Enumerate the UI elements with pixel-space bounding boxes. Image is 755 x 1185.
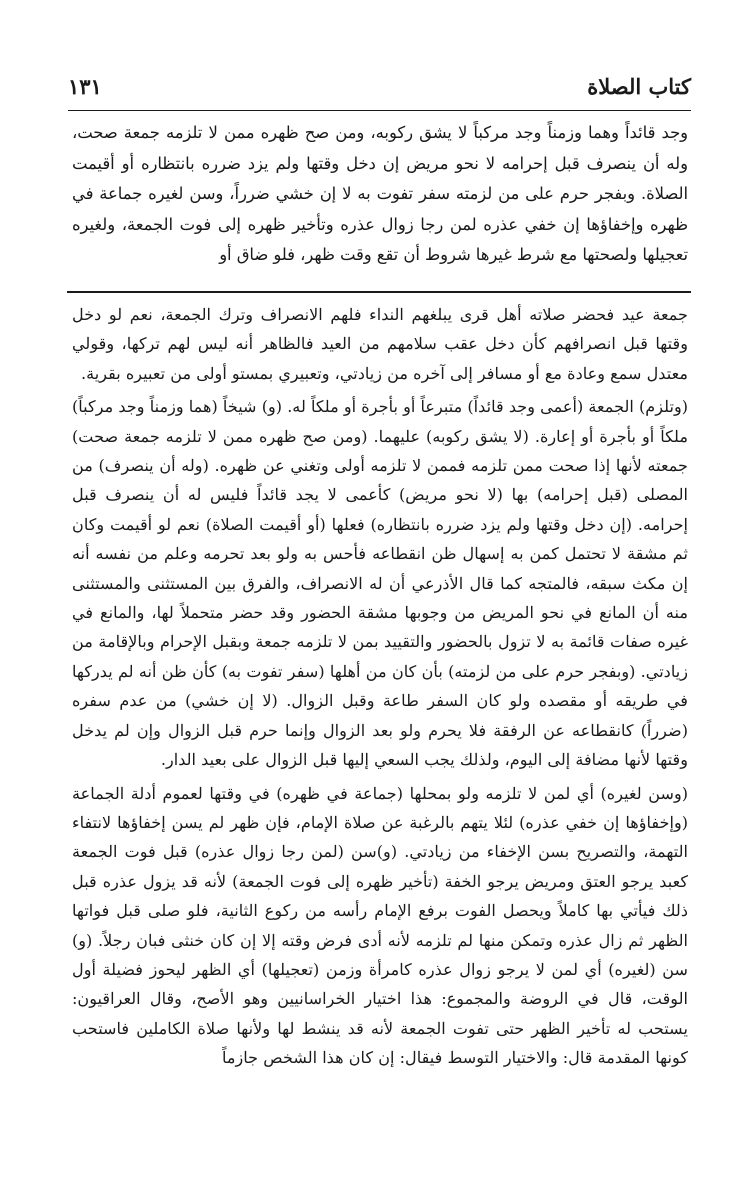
page-header: [68, 70, 691, 106]
text-divider: [67, 291, 691, 293]
commentary-paragraph-3: (وسن لغيره) أي لمن لا تلزمه ولو بمحلها (جماعة في ظهره) في وقتها لعموم أدلة الجماعة (وإخفاؤها إن خفي عذره) لئلا يتهم بالرغبة عن صلاة الإمام، فإن ظهر لم يسن إخفاؤها لانتفاء التهمة، والتصريح بسن الإخفاء من زيادتي. (و)سن (لمن رجا زوال عذره) قبل فوت الجمعة كعبد يرجو العتق ومريض يرجو الخفة (تأخير ظهره إلى فوت الجمعة) لأنه قد يزول عذره قبل ذلك فيأتي بها كاملاً ويحصل الفوت برفع الإمام رأسه من ركوع الثانية، فلو صلى قبل فواتها الظهر ثم زال عذره وتمكن منها لم تلزمه لأنه أدى فرض وقته إلا إن كان خنثى فبان رجلاً. (و) سن (لغيره) أي لمن لا يرجو زوال عذره كامرأة وزمن (تعجيلها) أي الظهر ليحوز فضيلة أول الوقت، قال في الروضة والمجموع: هذا اختيار الخراسانيين وهو الأصح، وقال العراقيون: يستحب له تأخير الظهر حتى تفوت الجمعة لأنه قد ينشط لها ولأنها صلاة الكاملين فاستحب كونها المقدمة قال: والاختيار التوسط فيقال: إن كان هذا الشخص جازماً: [72, 783, 688, 1068]
main-text: [72, 118, 688, 271]
commentary-paragraph-1: جمعة عيد فحضر صلاته أهل قرى يبلغهم النداء فلهم الانصراف وترك الجمعة، نعم لو دخل وقتها قبل انصرافهم كأن دخل عقب سلامهم من العيد فالظاهر أنه ليس لهم تركها، وقولي معتدل سمع وعادة مع أو مسافر إلى آخره من زيادتي، وتعبيري بمستو أولى من تعبيره بقرية.: [72, 305, 688, 383]
main-text-paragraph: وجد قائداً وهما وزمناً وجد مركباً لا يشق ركوبه، ومن صح ظهره ممن لا تلزمه جمعة صحت، وله أن ينصرف قبل إحرامه لا نحو مريض إن دخل وقتها ولم يزد ضرره بانتظاره أو أقيمت الصلاة. وبفجر حرم على من لزمته سفر تفوت به لا إن خشي ضرراً، وسن لغيره جماعة في ظهره وإخفاؤها إن خفي عذره لمن رجا زوال عذره وتأخير ظهره إلى فوت الجمعة، ولغيره تعجيلها ولصحتها مع شرط غيرها شروط أن تقع وقت ظهر، فلو ضاق أو: [72, 123, 688, 264]
commentary-paragraph-2: (وتلزم) الجمعة (أعمى وجد قائداً) متبرعاً أو بأجرة أو ملكاً له. (و) شيخاً (هما وزمناً وجد مركباً) ملكاً أو بأجرة أو إعارة. (لا يشق ركوبه) عليهما. (ومن صح ظهره ممن لا تلزمه جمعة صحت) جمعته لأنها إذا صحت ممن تلزمه فممن لا تلزمه أولى وتغني عن ظهره. (وله أن ينصرف) من المصلى (قبل إحرامه) بها (لا نحو مريض) كأعمى لا يجد قائداً فليس له أن ينصرف قبل إحرامه. (إن دخل وقتها ولم يزد ضرره بانتظاره) فعلها (أو أقيمت الصلاة) نعم لو أقيمت وكان ثم مشقة لا تحتمل كمن به إسهال ظن انقطاعه فأحس به ولو بعد تحرمه وعلم من نفسه أنه إن مكث سبقه، فالمتجه كما قال الأذرعي أن له الانصراف، والفرق بين المستثنى والمستثنى منه أن المانع في نحو المريض من وجوبها مشقة الحضور وقد حضر متحملاً لها، والمانع في غيره صفات قائمة به لا تزول بالحضور والتقييد بمن لا تلزمه جمعة وبقبل الإحرام وبالإقامة من زيادتي. (وبفجر حرم على من لزمته) بأن كان من أهلها (سفر تفوت به) كأن ظن أنه لم يدركها في طريقه أو مقصده ولو كان السفر طاعة وقبل الزوال. (لا إن خشي) من عدم سفره (ضرراً) كانقطاعه عن الرفقة فلا يحرم ولو بعد الزوال وإنما حرم قبل الزوال وإن لم يدخل وقتها لأنها مضافة إلى اليوم، ولذلك يجب السعي إليها قبل الزوال على بعيد الدار.: [72, 397, 688, 770]
commentary: [72, 300, 688, 1073]
chapter-title: كتاب الصلاة: [587, 74, 691, 99]
header-rule: [68, 110, 691, 111]
page-number: ١٣١: [68, 74, 102, 99]
